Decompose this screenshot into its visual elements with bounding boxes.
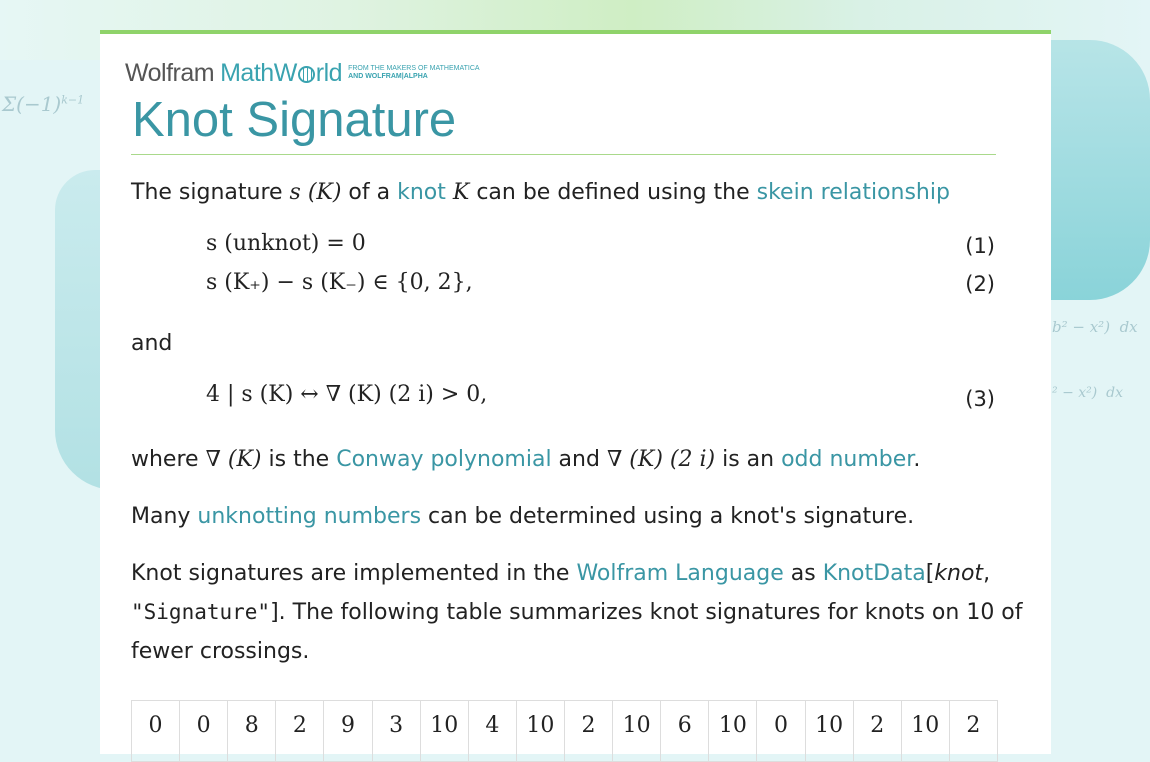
impl-text-6: fewer crossings. <box>131 639 310 664</box>
equation-1-number: (1) <box>965 234 995 258</box>
logo-tagline-line1: FROM THE MAKERS OF MATHEMATICA <box>348 65 480 72</box>
table-cell: 10 <box>613 701 661 761</box>
link-knotdata[interactable]: KnotData <box>822 561 926 586</box>
background-formula-integral-2: ² − x²) dx <box>1052 385 1123 401</box>
title-divider <box>131 154 996 155</box>
intro-paragraph <box>131 173 996 212</box>
table-cell: 2 <box>276 701 324 761</box>
impl-text-4: , <box>983 561 991 586</box>
logo-mathworld-text <box>220 59 342 88</box>
equation-2: s (K₊) − s (K₋) ∈ {0, 2}, <box>206 270 473 295</box>
link-wolfram-language[interactable]: Wolfram Language <box>576 561 784 586</box>
where-text-4: is an <box>715 447 782 472</box>
equation-3: 4 | s (K) ↔ ∇ (K) (2 i) > 0, <box>206 382 488 407</box>
where-paragraph <box>131 440 996 479</box>
equation-1: s (unknot) = 0 <box>206 231 366 256</box>
equation-3-number: (3) <box>965 387 995 411</box>
table-cell: 4 <box>469 701 517 761</box>
equation-2-number: (2) <box>965 272 995 296</box>
signature-table-preview <box>131 700 998 762</box>
impl-text-2: as <box>783 561 823 586</box>
where-text-5: . <box>913 447 921 472</box>
link-conway-polynomial[interactable]: Conway polynomial <box>336 447 552 472</box>
article-card <box>100 30 1051 754</box>
table-cell: 6 <box>661 701 709 761</box>
background-decoration-right <box>1040 40 1150 300</box>
table-cell: 8 <box>228 701 276 761</box>
logo-tagline <box>348 65 479 81</box>
table-cell: 10 <box>709 701 757 761</box>
globe-icon <box>298 66 315 83</box>
where-text-1: where <box>131 447 206 472</box>
mathworld-logo[interactable] <box>125 58 480 88</box>
where-math-conway-2i: ∇ (K) (2 i) <box>606 447 716 472</box>
table-cell: 0 <box>757 701 805 761</box>
intro-text-1: The signature <box>131 180 290 205</box>
impl-text-5: ]. The following table summarizes knot signatures for knots on 10 of <box>270 600 1023 625</box>
logo-mathworld-prefix: MathW <box>220 58 297 87</box>
page-title: Knot Signature <box>132 93 457 147</box>
intro-math-k: K <box>445 180 470 205</box>
link-odd-number[interactable]: odd number <box>781 447 914 472</box>
logo-tagline-line2: AND WOLFRAM|ALPHA <box>348 73 428 80</box>
logo-mathworld-suffix: rld <box>315 58 343 87</box>
impl-text-3: [ <box>925 561 935 586</box>
impl-code-signature: "Signature" <box>131 600 271 624</box>
link-unknotting-numbers[interactable]: unknotting numbers <box>197 504 422 529</box>
table-cell: 2 <box>966 713 981 738</box>
impl-text-1: Knot signatures are implemented in the <box>131 561 577 586</box>
table-cell: 3 <box>373 701 421 761</box>
link-skein-relationship[interactable]: skein relationship <box>756 180 950 205</box>
where-text-2: is the <box>261 447 337 472</box>
intro-math-signature: s (K) <box>289 180 342 205</box>
table-cell: 10 <box>902 701 950 761</box>
link-knot[interactable]: knot <box>397 180 446 205</box>
implementation-paragraph <box>131 554 1023 671</box>
where-text-3: and <box>551 447 607 472</box>
background-formula-integral: b² − x²) dx <box>1052 318 1138 336</box>
background-formula-sum: $\Sigma(-1)^{k-1}$ <box>2 92 85 116</box>
and-text: and <box>131 331 173 356</box>
logo-wolfram-text: Wolfram <box>125 58 215 87</box>
table-cell: 10 <box>421 701 469 761</box>
table-cell: 2 <box>854 701 902 761</box>
table-cell: 9 <box>324 701 372 761</box>
intro-text-3: can be defined using the <box>469 180 757 205</box>
where-math-conway: ∇ (K) <box>205 447 262 472</box>
many-paragraph <box>131 497 996 536</box>
impl-knot-arg: knot <box>934 561 984 586</box>
many-text-2: can be determined using a knot's signature. <box>421 504 915 529</box>
table-cell: 10 <box>806 701 854 761</box>
table-cell: 2 <box>565 701 613 761</box>
intro-text-2: of a <box>341 180 398 205</box>
table-cell: 10 <box>517 701 565 761</box>
table-cell: 0 <box>132 701 180 761</box>
many-text-1: Many <box>131 504 198 529</box>
table-cell: 0 <box>180 701 228 761</box>
